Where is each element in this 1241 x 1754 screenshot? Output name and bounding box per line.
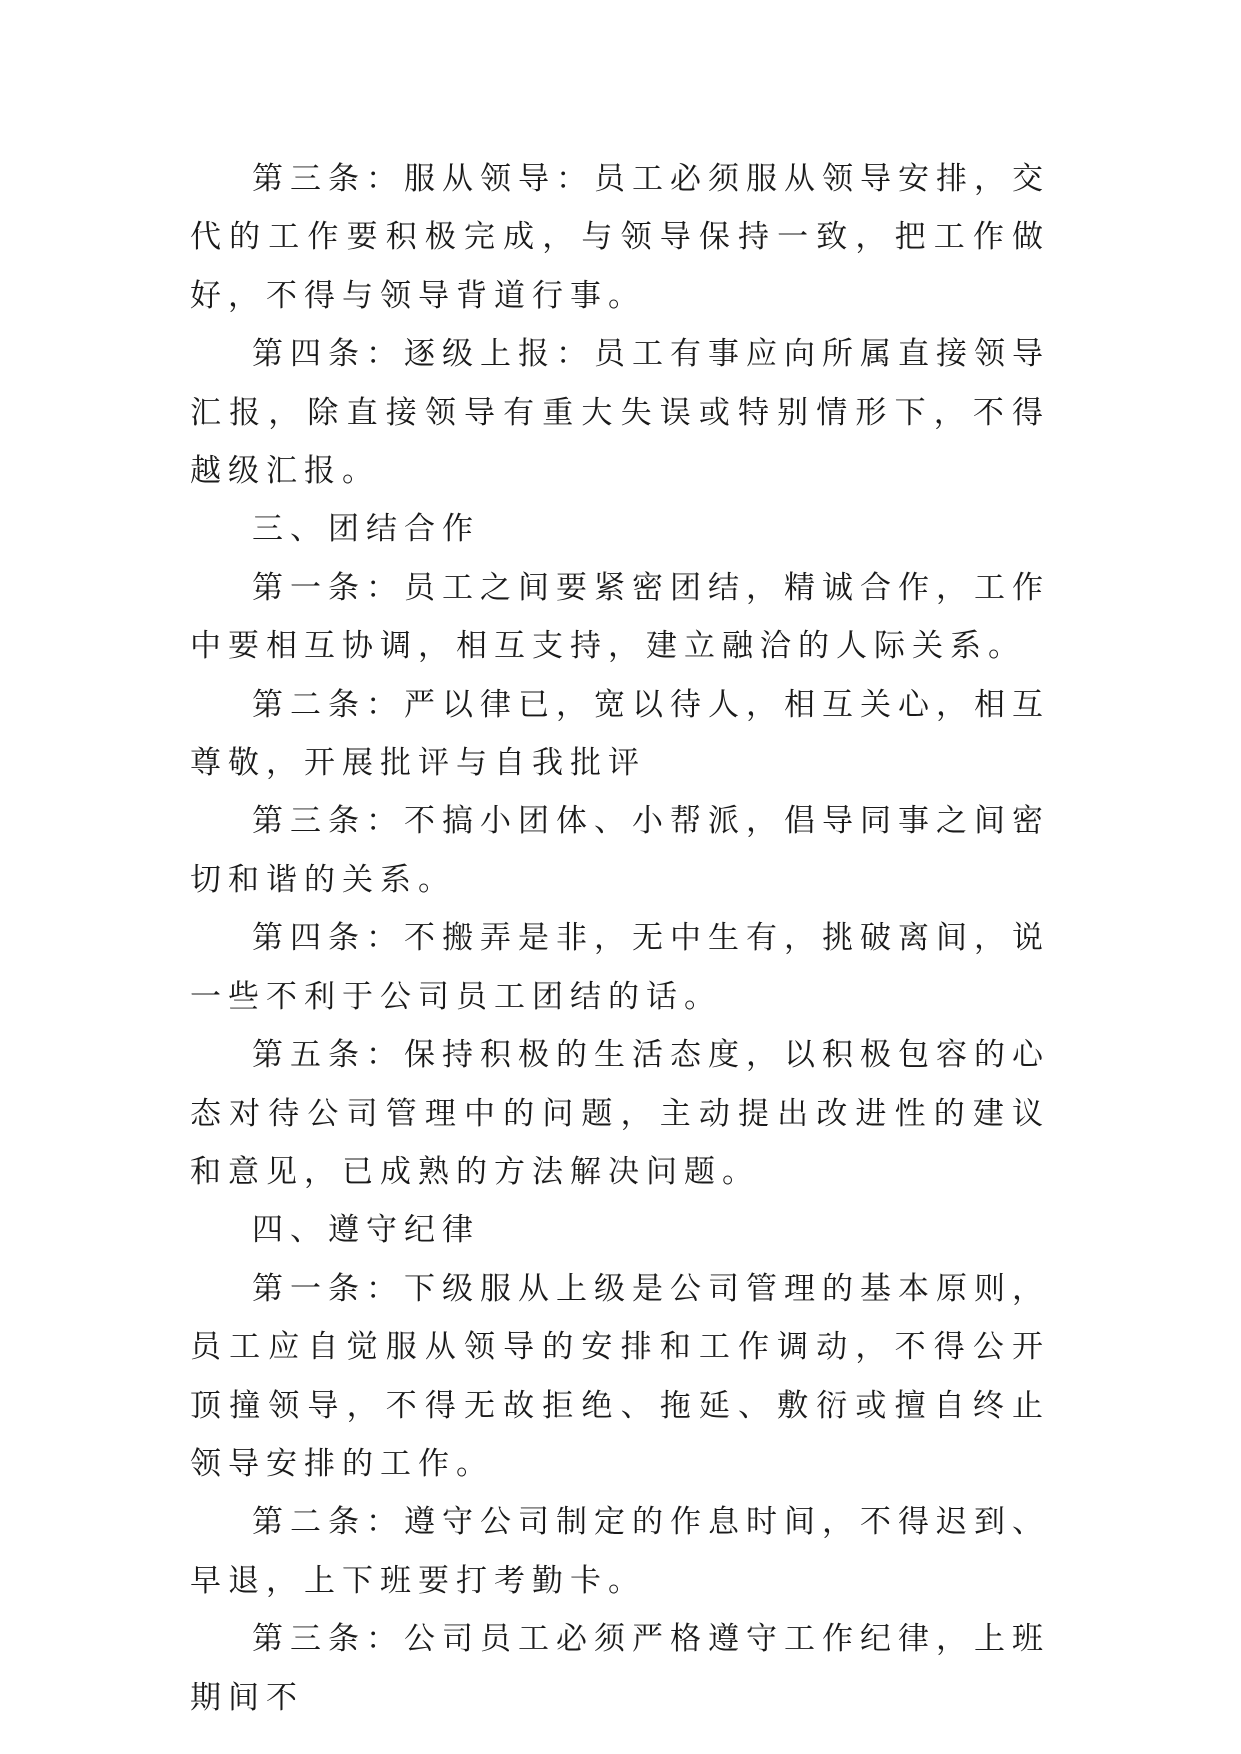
paragraph-teamwork-article-4: 第四条：不搬弄是非，无中生有，挑破离间，说一些不利于公司员工团结的话。 xyxy=(190,920,1050,1015)
paragraph-teamwork-article-1: 第一条：员工之间要紧密团结，精诚合作，工作中要相互协调，相互支持，建立融洽的人际关系。 xyxy=(190,569,1050,665)
paragraph-discipline-article-3: 第三条：公司员工必须严格遵守工作纪律，上班期间不 xyxy=(190,1621,1050,1716)
paragraph-discipline-article-1: 第一条：下级服从上级是公司管理的基本原则，员工应自觉服从领导的安排和工作调动，不得公开顶撞领导，不得无故拒绝、拖延、敷衍或擅自终止领导安排的工作。 xyxy=(190,1270,1050,1482)
paragraph-teamwork-article-3: 第三条：不搞小团体、小帮派，倡导同事之间密切和谐的关系。 xyxy=(190,803,1050,898)
section-heading-teamwork: 三、团结合作 xyxy=(252,511,480,548)
paragraph-article-3-obey-leaders: 第三条：服从领导：员工必须服从领导安排，交代的工作要积极完成，与领导保持一致，把工作做好，不得与领导背道行事。 xyxy=(190,161,1050,314)
paragraph-teamwork-article-5: 第五条：保持积极的生活态度，以积极包容的心态对待公司管理中的问题，主动提出改进性的建议和意见，已成熟的方法解决问题。 xyxy=(190,1037,1050,1190)
paragraph-article-4-report-upward: 第四条：逐级上报：员工有事应向所属直接领导汇报，除直接领导有重大失误或特别情形下，不得越级汇报。 xyxy=(190,336,1050,490)
document-body xyxy=(190,150,1050,1727)
section-heading-discipline: 四、遵守纪律 xyxy=(252,1212,480,1249)
paragraph-discipline-article-2: 第二条：遵守公司制定的作息时间，不得迟到、早退，上下班要打考勤卡。 xyxy=(190,1504,1050,1599)
paragraph-teamwork-article-2: 第二条：严以律已，宽以待人，相互关心，相互尊敬，开展批评与自我批评 xyxy=(190,686,1050,782)
